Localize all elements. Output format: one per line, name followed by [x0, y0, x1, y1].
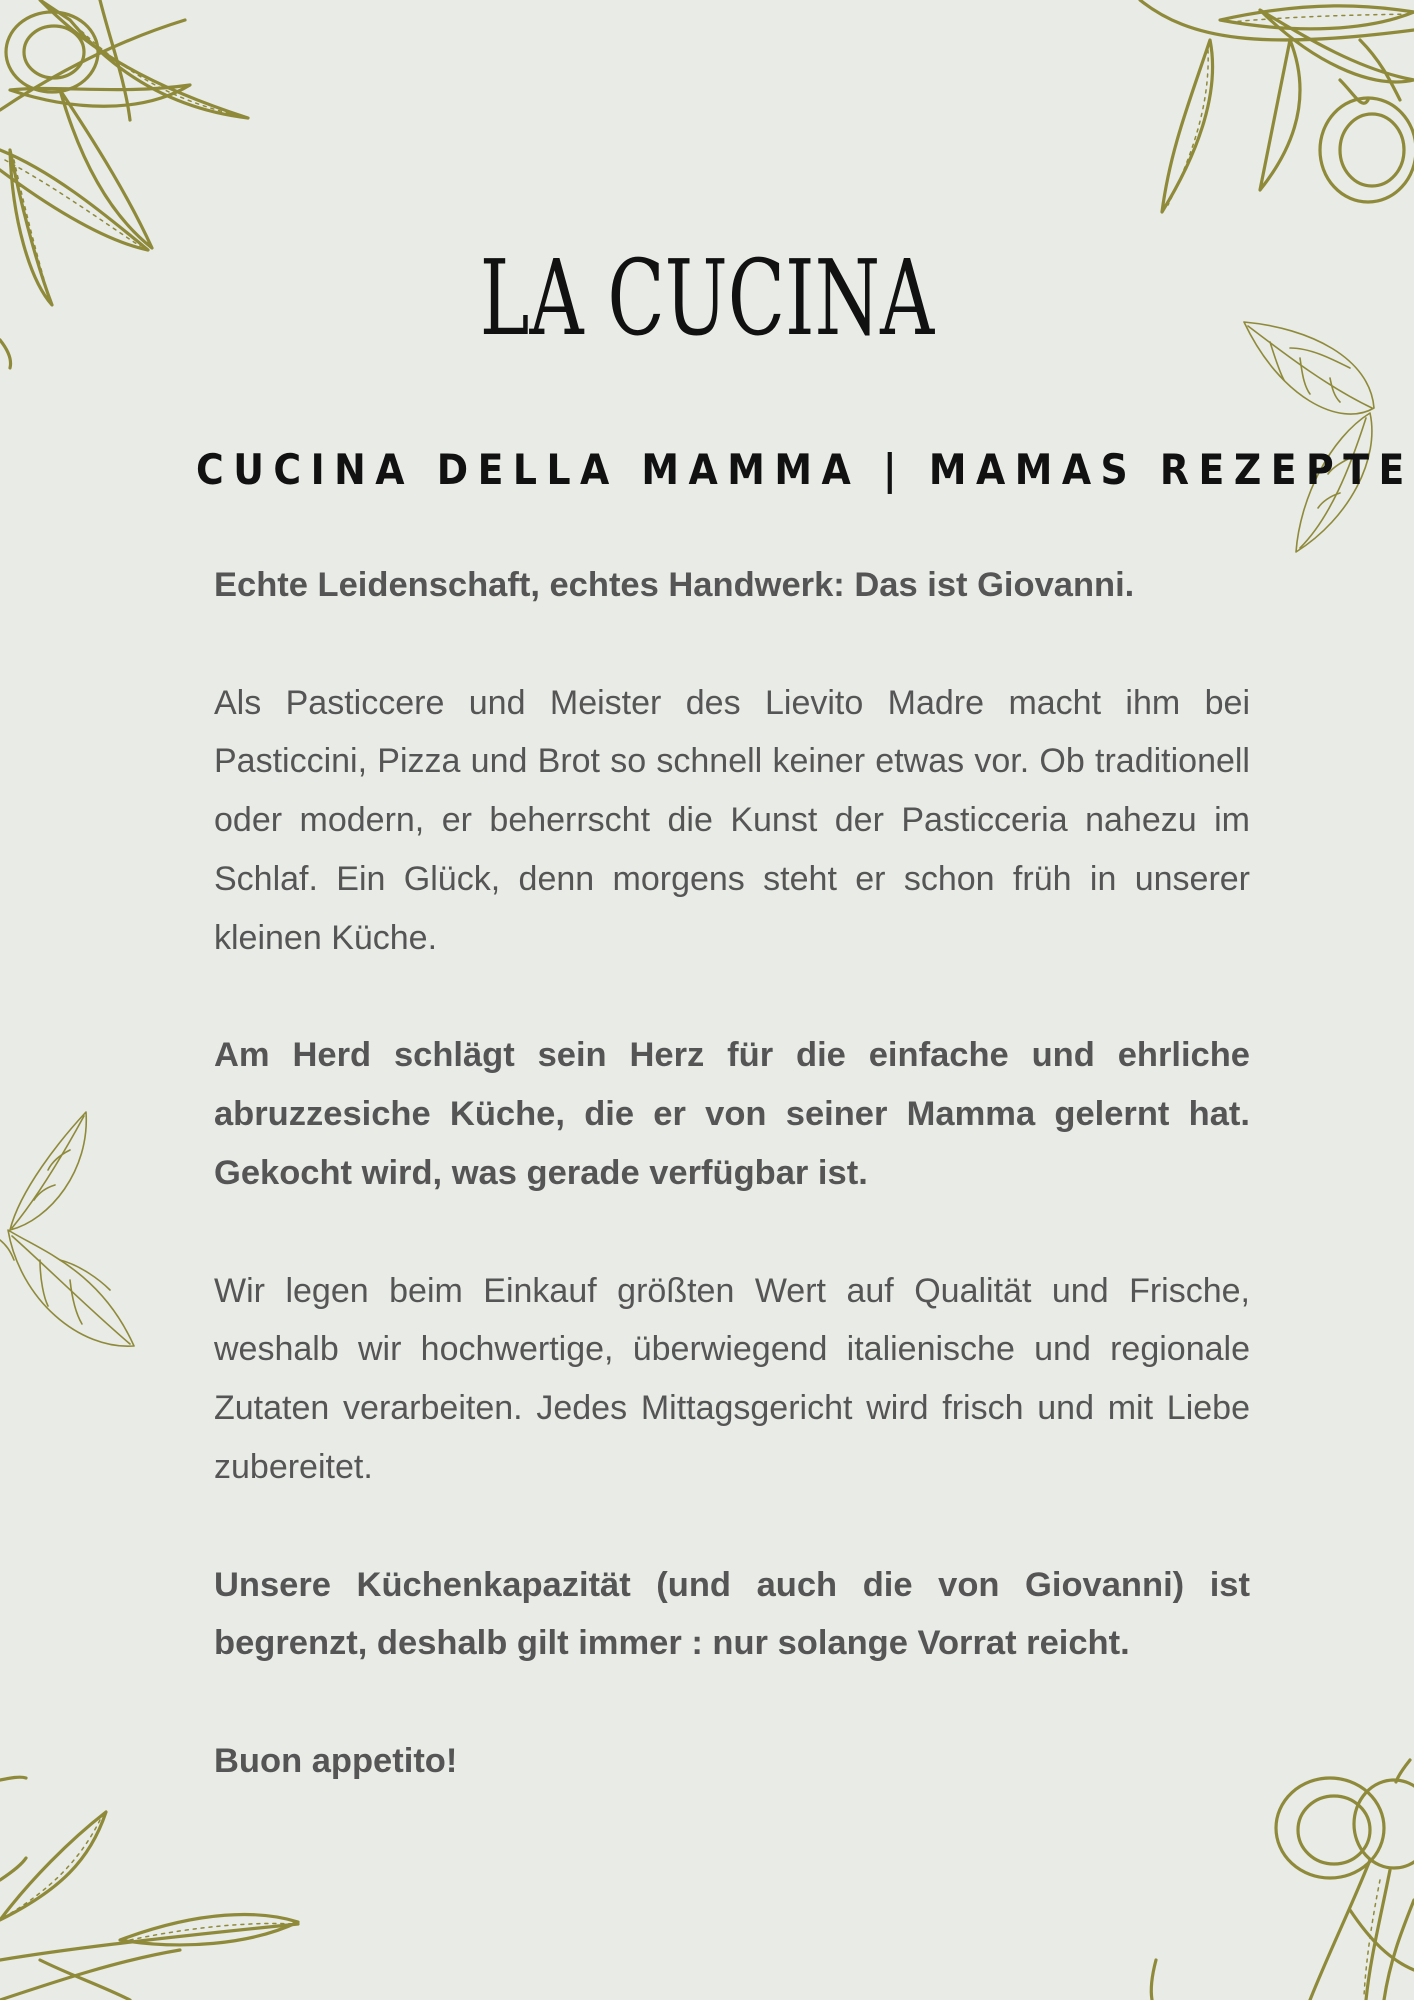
page-subtitle: CUCINA DELLA MAMMA | MAMAS REZEPTE — [196, 445, 1414, 494]
basil-leaf-icon — [1240, 318, 1380, 558]
paragraph-capacity: Unsere Küchenkapazität (und auch die von Giovanni) ist begrenzt, deshalb gilt immer : nur solange Vorrat reicht. — [214, 1565, 1250, 1663]
olive-branch-icon — [0, 1760, 310, 2000]
basil-leaf-icon — [0, 1110, 140, 1350]
menu-description — [214, 556, 1250, 1791]
paragraph-pastry: Als Pasticcere und Meister des Lievito Madre macht ihm bei Pasticcini, Pizza und Brot so schnell keiner etwas vor. Ob traditionell oder modern, er beherrscht die Kunst der Pasticceria nahezu im Schlaf. Ein Glück, denn morgens steht er schon früh in unserer kleinen Küche. — [214, 683, 1250, 957]
intro-heading: Echte Leidenschaft, echtes Handwerk: Das ist Giovanni. — [214, 566, 1135, 604]
closing-greeting: Buon appetito! — [214, 1741, 458, 1780]
paragraph-quality: Wir legen beim Einkauf größten Wert auf Qualität und Frische, weshalb wir hochwertige, überwiegend italienische und regionale Zutaten verarbeiten. Jedes Mittagsgericht wird frisch und mit Liebe zubereitet. — [214, 1271, 1250, 1486]
page-title: LA CUCINA — [479, 237, 935, 359]
olive-branch-icon — [1110, 0, 1414, 220]
olive-branch-icon — [1140, 1760, 1414, 2000]
paragraph-cooking: Am Herd schlägt sein Herz für die einfache und ehrliche abruzzesiche Küche, die er von seiner Mamma gelernt hat. Gekocht wird, was gerade verfügbar ist. — [214, 1036, 1250, 1192]
